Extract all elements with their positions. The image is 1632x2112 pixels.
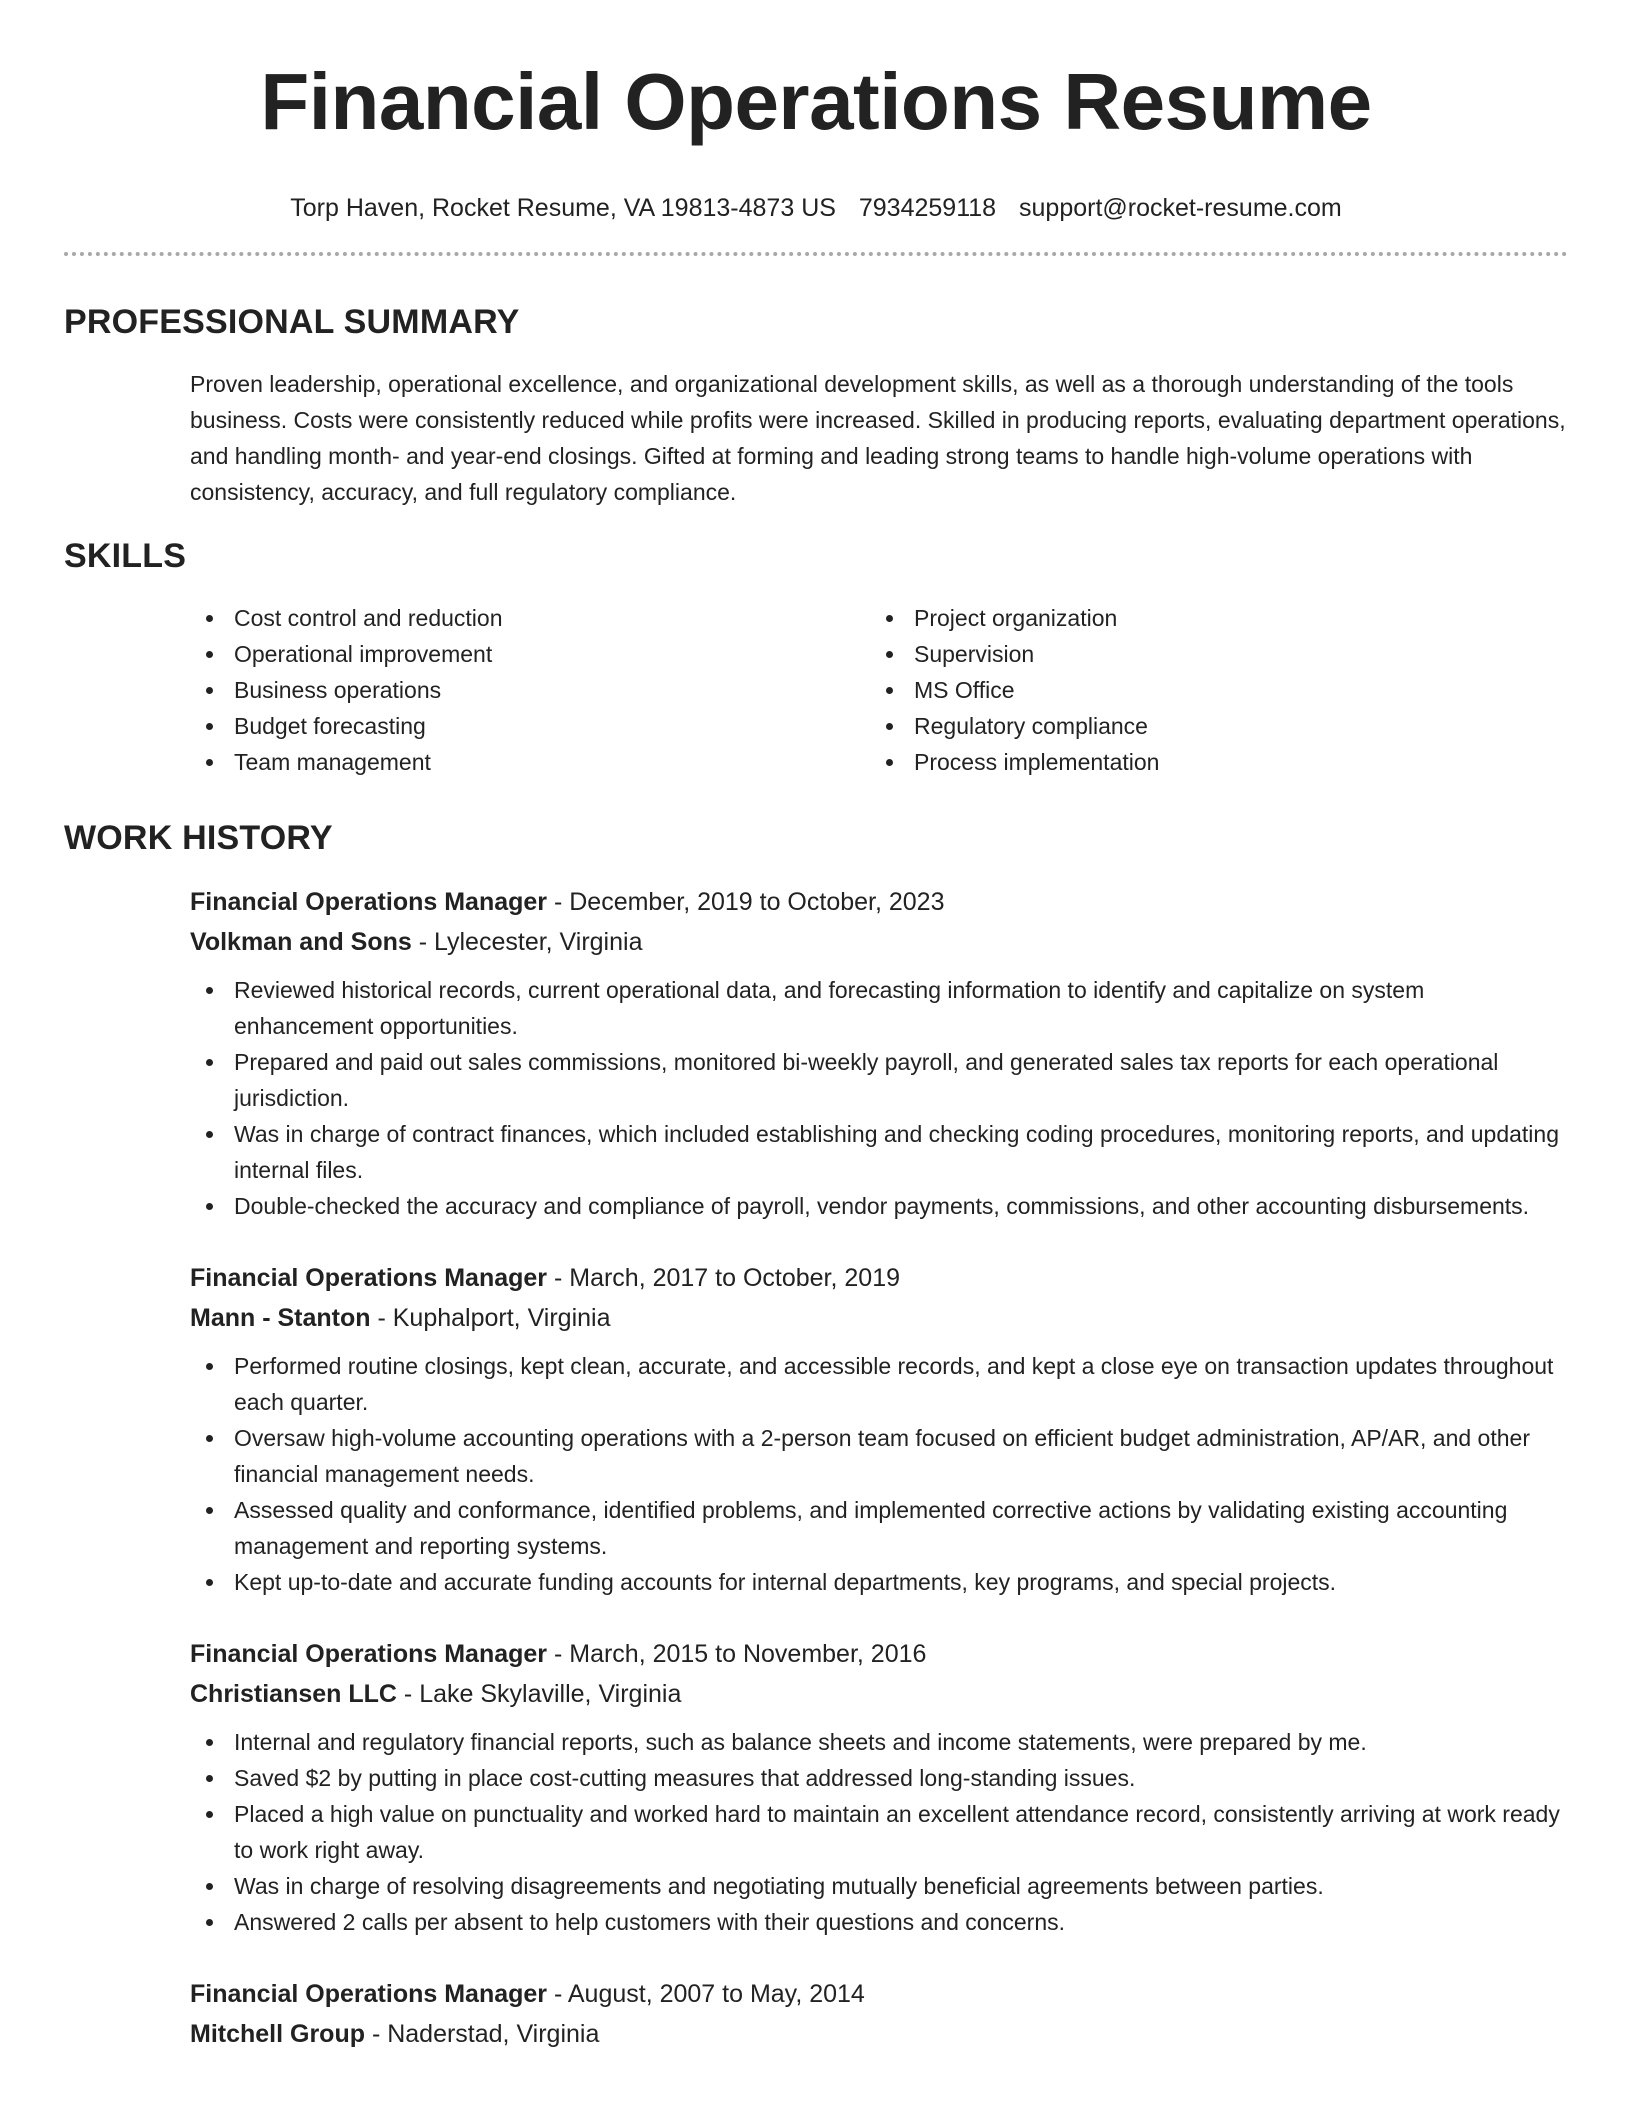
job-bullet: Answered 2 calls per absent to help customers with their questions and concerns. [190,1904,1568,1940]
section-heading-summary: PROFESSIONAL SUMMARY [64,303,520,341]
job-title-line [190,1634,1568,1674]
job-dates: - March, 2015 to November, 2016 [547,1640,927,1668]
job-title-line [190,882,1568,922]
skills-section [64,534,1568,780]
skill-item: Operational improvement [190,636,870,672]
job-entry [64,1974,1568,2054]
skill-item: Cost control and reduction [190,600,870,636]
job-bullet: Oversaw high-volume accounting operations with a 2-person team focused on efficient budget administration, AP/AR, and other financial management needs. [190,1420,1568,1492]
job-bullet: Saved $2 by putting in place cost-cutting measures that addressed long-standing issues. [190,1760,1568,1796]
skills-column-right [870,600,1550,780]
job-title: Financial Operations Manager [190,1980,548,2008]
section-heading-skills: SKILLS [64,537,187,575]
skill-item: MS Office [870,672,1550,708]
job-dates: - December, 2019 to October, 2023 [547,888,945,916]
job-title: Financial Operations Manager [190,1640,548,1668]
job-entry [64,1258,1568,1600]
job-company: Mann - Stanton [190,1304,371,1332]
job-bullet: Prepared and paid out sales commissions, monitored bi-weekly payroll, and generated sales tax reports for each operational jurisdiction. [190,1044,1568,1116]
job-bullet: Kept up-to-date and accurate funding accounts for internal departments, key programs, and special projects. [190,1564,1568,1600]
job-company-line [190,922,1568,962]
resume-page [64,0,1568,2054]
job-title: Financial Operations Manager [190,1264,548,1292]
job-bullet: Was in charge of resolving disagreements and negotiating mutually beneficial agreements between parties. [190,1868,1568,1904]
job-location: - Lylecester, Virginia [411,928,643,956]
contact-info [64,192,1568,224]
job-bullet: Assessed quality and conformance, identified problems, and implemented corrective actions by validating existing accounting management and reporting systems. [190,1492,1568,1564]
job-company: Christiansen LLC [190,1680,397,1708]
summary-text: Proven leadership, operational excellence, and organizational development skills, as well as a thorough understanding of the tools business. Costs were consistently reduced while profits were increased. Skilled in producing reports, evaluating department operations, and handling month- and year-end closings. Gifted at forming and leading strong teams to handle high-volume operations with consistency, accuracy, and full regulatory compliance. [190,371,1566,505]
skill-item: Project organization [870,600,1550,636]
job-company-line [190,1674,1568,1714]
work-history-section [64,816,1568,2054]
job-bullet: Performed routine closings, kept clean, accurate, and accessible records, and kept a close eye on transaction updates throughout each quarter. [190,1348,1568,1420]
skill-item: Budget forecasting [190,708,870,744]
job-bullets [190,1348,1568,1600]
job-title-line [190,1974,1568,2014]
job-bullet: Internal and regulatory financial reports, such as balance sheets and income statements, were prepared by me. [190,1724,1568,1760]
job-title-line [190,1258,1568,1298]
contact-address: Torp Haven, Rocket Resume, VA 19813-4873 US [290,194,836,222]
skill-item: Process implementation [870,744,1550,780]
professional-summary-section [64,300,1568,510]
job-location: - Naderstad, Virginia [365,2020,600,2048]
resume-title: Financial Operations Resume [260,57,1372,146]
skills-grid [64,600,1568,780]
job-company-line [190,1298,1568,1338]
contact-email: support@rocket-resume.com [1019,194,1342,222]
job-bullets [190,1724,1568,1940]
skills-column-left [190,600,870,780]
job-dates: - August, 2007 to May, 2014 [547,1980,865,2008]
skill-item: Supervision [870,636,1550,672]
job-bullets [190,972,1568,1224]
skill-item: Regulatory compliance [870,708,1550,744]
job-location: - Lake Skylaville, Virginia [396,1680,682,1708]
job-entry [64,882,1568,1224]
job-title: Financial Operations Manager [190,888,548,916]
header-divider [64,252,1568,256]
job-company-line [190,2014,1568,2054]
skill-item: Team management [190,744,870,780]
job-bullet: Reviewed historical records, current operational data, and forecasting information to identify and capitalize on system enhancement opportunities. [190,972,1568,1044]
job-bullet: Double-checked the accuracy and compliance of payroll, vendor payments, commissions, and other accounting disbursements. [190,1188,1568,1224]
job-company: Mitchell Group [190,2020,365,2048]
job-entry [64,1634,1568,1940]
job-dates: - March, 2017 to October, 2019 [547,1264,901,1292]
job-company: Volkman and Sons [190,928,412,956]
contact-phone: 7934259118 [858,194,997,222]
job-bullet: Was in charge of contract finances, which included establishing and checking coding procedures, monitoring reports, and updating internal files. [190,1116,1568,1188]
section-heading-work: WORK HISTORY [64,819,333,857]
skill-item: Business operations [190,672,870,708]
job-bullet: Placed a high value on punctuality and worked hard to maintain an excellent attendance record, consistently arriving at work ready to work right away. [190,1796,1568,1868]
job-location: - Kuphalport, Virginia [370,1304,611,1332]
